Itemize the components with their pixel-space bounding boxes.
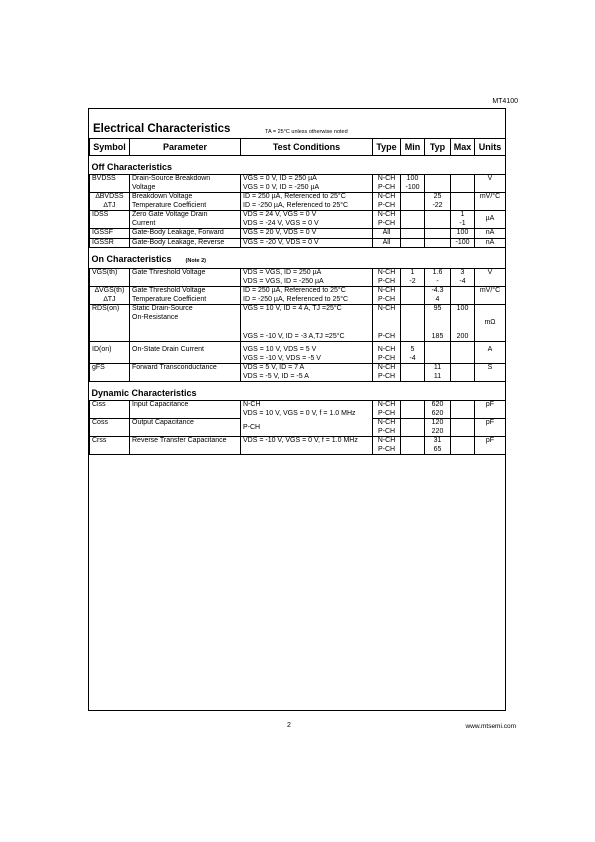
section-heading-on-text: On Characteristics	[91, 254, 172, 264]
table-row	[90, 269, 506, 287]
min-cell	[401, 238, 425, 248]
min-value: -4	[409, 354, 416, 362]
typ-value: -22	[432, 201, 443, 209]
website-link[interactable]: www.mtsemi.com	[465, 723, 516, 730]
max-value: -4	[459, 277, 466, 285]
typ-value: -	[436, 277, 439, 285]
type-value: P-CH	[377, 354, 396, 362]
parameter-cell: Input Capacitance	[130, 401, 241, 419]
symbol-cell: RDS(on)	[90, 305, 130, 342]
section-note: (Note 2)	[185, 258, 207, 264]
typ-value: 65	[433, 445, 442, 453]
type-value: N-CH	[377, 211, 396, 218]
table-row	[90, 305, 506, 342]
type-value: N-CH	[377, 175, 396, 182]
min-cell	[401, 437, 425, 455]
conditions-cell	[241, 175, 373, 193]
col-header-type: Type	[373, 139, 401, 156]
typ-value: 220	[431, 427, 444, 435]
parameter-cell: Gate-Body Leakage, Reverse	[130, 238, 241, 248]
col-header-min: Min	[401, 139, 425, 156]
max-cell	[451, 437, 475, 455]
type-cell	[373, 305, 401, 342]
max-cell	[451, 364, 475, 382]
type-value: N-CH	[377, 346, 396, 353]
symbol-cell: IGSSR	[90, 238, 130, 248]
type-cell	[373, 175, 401, 193]
units-cell: pF	[475, 437, 506, 455]
conditions-cell	[241, 364, 373, 382]
units-cell: pF	[475, 419, 506, 437]
col-header-max: Max	[451, 139, 475, 156]
table-row	[90, 437, 506, 455]
type-value: N-CH	[377, 419, 396, 426]
conditions-cell	[241, 211, 373, 229]
table-row	[90, 364, 506, 382]
conditions-cell	[241, 269, 373, 287]
type-value: N-CH	[377, 401, 396, 408]
min-value: 100	[406, 175, 419, 182]
table-row	[90, 193, 506, 211]
condition-line: ID = 250 µA, Referenced to 25°C	[243, 287, 346, 294]
condition-line: ID = 250 µA, Referenced to 25°C	[243, 193, 346, 200]
conditions-cell: VGS = -20 V, VDS = 0 V	[241, 238, 373, 248]
type-value: P-CH	[377, 372, 396, 380]
units-cell: mΩ	[475, 305, 506, 342]
units-cell: nA	[475, 229, 506, 239]
symbol-line: ∆TJ	[103, 295, 116, 303]
parameter-line: Temperature Coefficient	[132, 295, 207, 303]
type-value: N-CH	[377, 287, 396, 294]
section-row-on	[90, 248, 506, 269]
min-value: 5	[410, 346, 415, 353]
type-value: P-CH	[377, 277, 396, 285]
max-cell: 100	[451, 229, 475, 239]
min-cell	[401, 305, 425, 342]
typ-value: 4	[435, 295, 440, 303]
type-cell	[373, 193, 401, 211]
max-value: 100	[456, 305, 469, 312]
min-cell	[401, 193, 425, 211]
parameter-line: Static Drain-Source	[132, 305, 193, 312]
parameter-line: Gate Threshold Voltage	[132, 287, 206, 294]
typ-cell	[425, 211, 451, 229]
min-value: -2	[409, 277, 416, 285]
type-value: P-CH	[377, 332, 396, 340]
type-value: P-CH	[377, 219, 396, 227]
condition-line: P-CH	[243, 424, 261, 431]
type-value: N-CH	[377, 269, 396, 276]
symbol-cell: Ciss	[90, 401, 130, 419]
type-cell	[373, 287, 401, 305]
page-number: 2	[287, 722, 291, 729]
typ-cell	[425, 229, 451, 239]
type-value: N-CH	[377, 305, 396, 312]
symbol-cell: BVDSS	[90, 175, 130, 193]
type-cell	[373, 401, 401, 419]
conditions-cell	[241, 305, 373, 342]
parameter-line: Current	[132, 219, 156, 227]
min-value: -100	[405, 183, 420, 191]
symbol-cell: IDSS	[90, 211, 130, 229]
table-row	[90, 229, 506, 239]
symbol-line: ∆TJ	[103, 201, 116, 209]
units-cell: mV/°C	[475, 193, 506, 211]
units-cell: S	[475, 364, 506, 382]
symbol-cell: gFS	[90, 364, 130, 382]
parameter-cell: Reverse Transfer Capacitance	[130, 437, 241, 455]
type-cell	[373, 342, 401, 364]
type-value: N-CH	[377, 193, 396, 200]
max-cell	[451, 305, 475, 342]
max-value: 1	[460, 211, 465, 218]
symbol-cell: IGSSF	[90, 229, 130, 239]
symbol-line: ∆BVDSS	[95, 193, 124, 200]
min-cell	[401, 364, 425, 382]
typ-value: 1.6	[432, 269, 443, 276]
max-cell: -100	[451, 238, 475, 248]
condition-line: VDS = -24 V, VGS = 0 V	[243, 219, 319, 227]
col-header-units: Units	[475, 139, 506, 156]
condition-line: VGS = -10 V, ID = -3 A,TJ =25°C	[243, 332, 345, 340]
condition-line: VDS = -5 V, ID = -5 A	[243, 372, 309, 380]
typ-value: 11	[433, 364, 442, 371]
section-title: Electrical Characteristics	[93, 123, 231, 135]
type-cell	[373, 364, 401, 382]
parameter-cell	[130, 211, 241, 229]
type-cell	[373, 437, 401, 455]
section-heading-on	[90, 248, 506, 269]
min-cell	[401, 342, 425, 364]
typ-cell	[425, 238, 451, 248]
symbol-cell	[90, 287, 130, 305]
conditions-note: TA = 25°C unless otherwise noted	[265, 129, 348, 135]
min-cell	[401, 269, 425, 287]
col-header-typ: Typ	[425, 139, 451, 156]
table-row	[90, 211, 506, 229]
col-header-test-conditions: Test Conditions	[241, 139, 373, 156]
typ-value: 185	[431, 332, 444, 340]
parameter-line: Zero Gate Voltage Drain	[132, 211, 208, 218]
max-cell	[451, 287, 475, 305]
section-row-dynamic	[90, 382, 506, 401]
min-cell	[401, 211, 425, 229]
col-header-symbol: Symbol	[90, 139, 130, 156]
max-value: 3	[460, 269, 465, 276]
type-cell	[373, 269, 401, 287]
condition-line: VDS = 24 V, VGS = 0 V	[243, 211, 317, 218]
conditions-cell	[241, 401, 373, 437]
min-cell	[401, 287, 425, 305]
parameter-line: On-Resistance	[132, 313, 179, 321]
typ-cell	[425, 287, 451, 305]
max-cell	[451, 342, 475, 364]
typ-value: -4.3	[431, 287, 444, 294]
type-cell	[373, 419, 401, 437]
type-value: P-CH	[377, 295, 396, 303]
typ-value: 95	[433, 305, 442, 312]
parameter-line: Temperature Coefficient	[132, 201, 207, 209]
typ-cell	[425, 342, 451, 364]
typ-cell	[425, 269, 451, 287]
typ-value: 31	[433, 437, 442, 444]
units-cell: pF	[475, 401, 506, 419]
condition-line: VGS = 10 V, VDS = 5 V	[243, 346, 317, 353]
max-cell	[451, 193, 475, 211]
table-row	[90, 287, 506, 305]
type-value: P-CH	[377, 201, 396, 209]
typ-cell	[425, 175, 451, 193]
units-cell: A	[475, 342, 506, 364]
typ-cell	[425, 419, 451, 437]
max-cell	[451, 419, 475, 437]
typ-cell	[425, 401, 451, 419]
max-value: -1	[459, 219, 466, 227]
table-header-row	[90, 139, 506, 156]
symbol-cell	[90, 193, 130, 211]
max-value: 200	[456, 332, 469, 340]
conditions-cell	[241, 342, 373, 364]
table-row	[90, 175, 506, 193]
parameter-cell	[130, 193, 241, 211]
parameter-cell	[130, 287, 241, 305]
type-value: P-CH	[377, 445, 396, 453]
electrical-characteristics-table	[89, 138, 506, 455]
typ-value: 11	[433, 372, 442, 380]
typ-cell	[425, 193, 451, 211]
conditions-cell: VGS = 20 V, VDS = 0 V	[241, 229, 373, 239]
parameter-cell: Forward Transconductance	[130, 364, 241, 382]
parameter-cell: Output Capacitance	[130, 419, 241, 437]
conditions-cell: VDS = -10 V, VGS = 0 V, f = 1.0 MHz	[241, 437, 373, 455]
typ-value: 620	[431, 401, 444, 408]
typ-cell	[425, 364, 451, 382]
units-cell: V	[475, 269, 506, 287]
condition-line: VGS = 0 V, ID = 250 µA	[243, 175, 317, 182]
type-value: P-CH	[377, 427, 396, 435]
condition-line: VDS = VGS, ID = 250 µA	[243, 269, 322, 276]
type-cell: All	[373, 238, 401, 248]
condition-line: ID = -250 µA, Referenced to 25°C	[243, 295, 349, 303]
condition-line: VGS = 10 V, ID = 4 A, TJ =25°C	[243, 305, 342, 312]
symbol-cell: Coss	[90, 419, 130, 437]
conditions-cell	[241, 287, 373, 305]
type-value: N-CH	[377, 437, 396, 444]
type-value: N-CH	[377, 364, 396, 371]
table-row	[90, 238, 506, 248]
condition-line: VGS = 0 V, ID = -250 µA	[243, 183, 320, 191]
typ-value: 25	[433, 193, 442, 200]
type-value: P-CH	[377, 409, 396, 417]
parameter-line: Drain-Source Breakdown	[132, 175, 211, 182]
condition-line: ID = -250 µA, Referenced to 25°C	[243, 201, 349, 209]
condition-line: N-CH	[243, 401, 261, 408]
type-value: P-CH	[377, 183, 396, 191]
parameter-cell: Gate-Body Leakage, Forward	[130, 229, 241, 239]
section-heading-dynamic: Dynamic Characteristics	[90, 382, 506, 401]
units-cell: V	[475, 175, 506, 193]
condition-line: VDS = 10 V, VGS = 0 V, f = 1.0 MHz	[243, 409, 356, 417]
parameter-cell	[130, 305, 241, 342]
parameter-line: Voltage	[132, 183, 156, 191]
symbol-cell: Crss	[90, 437, 130, 455]
table-row	[90, 401, 506, 419]
condition-line: VDS = VGS, ID = -250 µA	[243, 277, 324, 285]
part-number: MT4100	[492, 98, 518, 105]
section-row-off	[90, 156, 506, 175]
parameter-cell: On-State Drain Current	[130, 342, 241, 364]
min-cell	[401, 229, 425, 239]
parameter-line: Breakdown Voltage	[132, 193, 193, 200]
typ-cell	[425, 305, 451, 342]
min-cell	[401, 401, 425, 419]
condition-line: VDS = 5 V, ID = 7 A	[243, 364, 305, 371]
min-value: 1	[410, 269, 415, 276]
table-row	[90, 342, 506, 364]
conditions-cell	[241, 193, 373, 211]
symbol-cell: ID(on)	[90, 342, 130, 364]
col-header-parameter: Parameter	[130, 139, 241, 156]
type-cell	[373, 211, 401, 229]
section-heading-off: Off Characteristics	[90, 156, 506, 175]
typ-value: 120	[431, 419, 444, 426]
typ-value: 620	[431, 409, 444, 417]
min-cell	[401, 175, 425, 193]
parameter-cell	[130, 175, 241, 193]
symbol-line: ∆VGS(th)	[94, 287, 125, 294]
max-cell	[451, 401, 475, 419]
symbol-cell: VGS(th)	[90, 269, 130, 287]
parameter-cell: Gate Threshold Voltage	[130, 269, 241, 287]
units-cell: µA	[475, 211, 506, 229]
type-cell: All	[373, 229, 401, 239]
units-cell: mV/°C	[475, 287, 506, 305]
min-cell	[401, 419, 425, 437]
typ-cell	[425, 437, 451, 455]
condition-line: VGS = -10 V, VDS = -5 V	[243, 354, 321, 362]
max-cell	[451, 175, 475, 193]
max-cell	[451, 211, 475, 229]
units-cell: nA	[475, 238, 506, 248]
max-cell	[451, 269, 475, 287]
